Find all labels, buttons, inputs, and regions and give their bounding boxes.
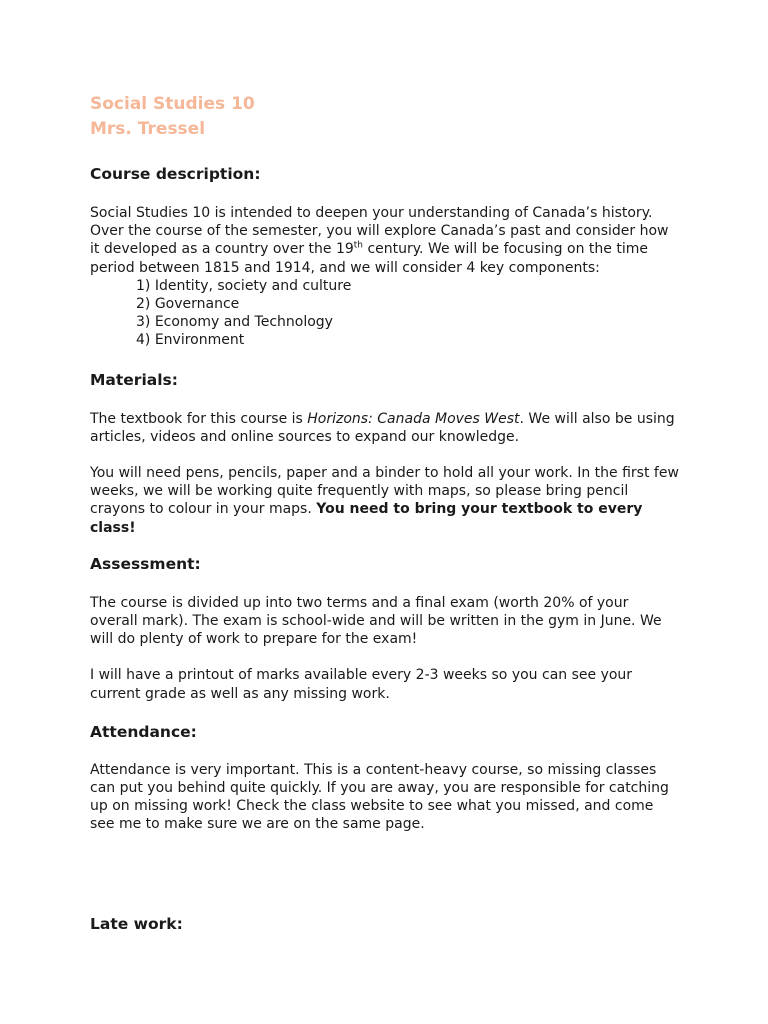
textbook-title: Horizons: Canada Moves West: [307, 410, 520, 427]
list-item: 2) Governance: [136, 296, 240, 313]
course-description-paragraph: [90, 204, 680, 277]
materials-supplies-text: You will need pens, pencils, paper and a binder to hold all your work. In the first few weeks, we will be working quite frequently with maps, so please bring pencil crayons to colour in your maps.: [90, 465, 679, 518]
assessment-heading: Assessment:: [90, 554, 201, 573]
materials-paragraph-1: [90, 410, 680, 446]
course-title: Social Studies 10: [90, 94, 255, 114]
assessment-paragraph-1: The course is divided up into two terms and a final exam (worth 20% of your overall mark). The exam is school-wide and will be written in the gym in June. We will do plenty of work to prepare for the exam!: [90, 594, 662, 648]
list-item: 3) Economy and Technology: [136, 314, 333, 331]
materials-heading: Materials:: [90, 370, 178, 389]
late-work-heading: Late work:: [90, 914, 183, 933]
materials-text-before: The textbook for this course is: [90, 410, 308, 427]
course-description-text-1: Social Studies 10 is intended to deepen your understanding of Canada’s history. Over the course of the semester, you will explore Canada’s past and consider how it developed as a country over the 19: [90, 205, 669, 258]
list-item: 4) Environment: [136, 332, 245, 349]
list-item: 1) Identity, society and culture: [136, 277, 352, 294]
key-components-list: [90, 277, 680, 350]
course-description-text-2: century. We will be focusing on the time period between 1815 and 1914, and we will consider 4 key components:: [90, 241, 648, 276]
teacher-name: Mrs. Tressel: [90, 119, 206, 139]
ordinal-suffix: th: [353, 240, 364, 251]
materials-text-after: . We will also be using articles, videos and online sources to expand our knowledge.: [90, 410, 675, 445]
textbook-reminder: You need to bring your textbook to every class!: [90, 501, 643, 536]
attendance-paragraph: Attendance is very important. This is a content-heavy course, so missing classes can put you behind quite quickly. If you are away, you are responsible for catching up on missing work! Check the class website to see what you missed, and come see me to make sure we are on the same page.: [90, 761, 669, 833]
document-page: [90, 92, 680, 934]
materials-paragraph-2: [90, 464, 680, 537]
assessment-paragraph-2: I will have a printout of marks available every 2-3 weeks so you can see your current grade as well as any missing work.: [90, 667, 633, 702]
attendance-heading: Attendance:: [90, 722, 197, 741]
course-description-heading: Course description:: [90, 165, 261, 183]
